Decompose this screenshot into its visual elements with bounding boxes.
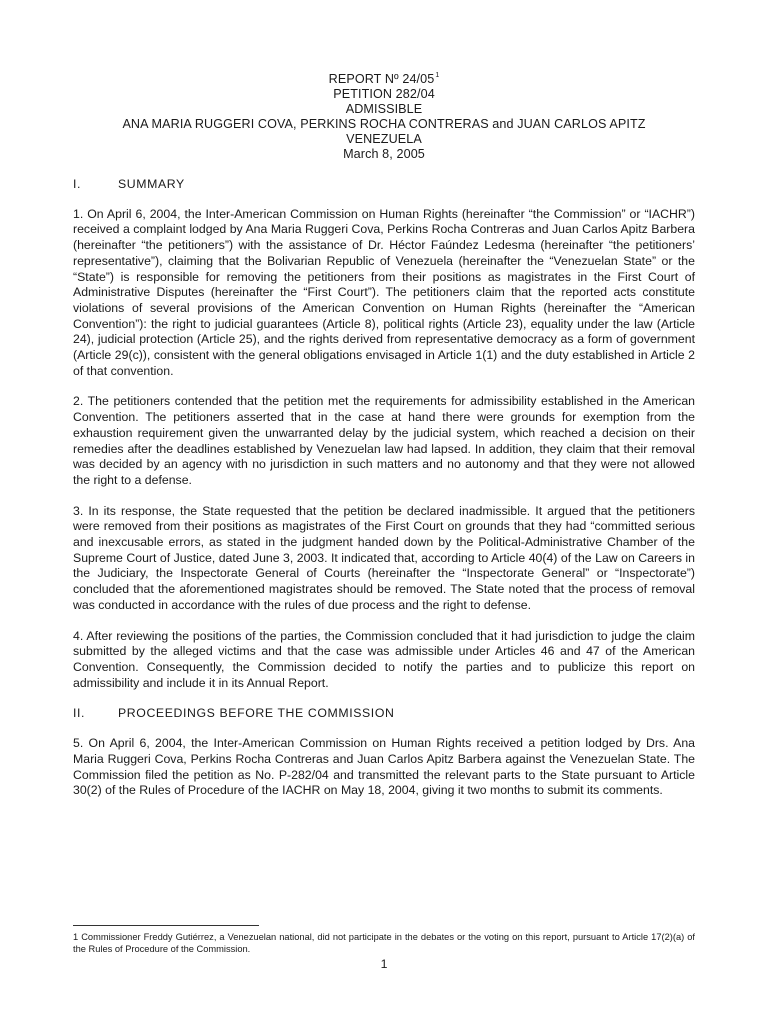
petition-number: PETITION 282/04 [333,87,435,101]
footnote-divider [73,925,259,926]
section-title: SUMMARY [118,177,185,191]
section-number: II. [73,706,86,721]
paragraph-2: 2. The petitioners contended that the petition met the requirements for admissibility established in the American Convention. The petitioners asserted that in the case at hand there were grounds for exemption from the exhaustion requirement given the unwarranted delay by the judicial system, which reached a decision on their remedies after the deadlines established by Venezuelan law had lapsed. In addition, they claim that their removal was decided by an agency with no jurisdiction in such matters and no autonomy and that they were not allowed the right to a defense. [73,394,695,487]
section-heading-proceedings [73,706,695,722]
paragraph-1: 1. On April 6, 2004, the Inter-American Commission on Human Rights (hereinafter “the Commission” or “IACHR”) received a complaint lodged by Ana Maria Ruggeri Cova, Perkins Rocha Contreras and Juan Carlos Apitz Barbera (hereinafter “the petitioners”) with the assistance of Dr. Héctor Faúndez Ledesma (hereinafter “the petitioners’ representative”), claiming that the Bolivarian Republic of Venezuela (hereinafter the “Venezuelan State” or the “State”) is responsible for removing the petitioners from their positions as magistrates in the First Court of Administrative Disputes (hereinafter the “First Court”). The petitioners claim that the reported acts constitute violations of several provisions of the American Convention on Human Rights (hereinafter the “American Convention”): the right to judicial guarantees (Article 8), political rights (Article 23), equality under the law (Article 24), judicial protection (Article 25), and the rights derived from representative democracy as a form of government (Article 29(c)), consistent with the general obligations envisaged in Article 1(1) and the duty established in Article 2 of that convention. [73,206,695,378]
paragraph-4: 4. After reviewing the positions of the parties, the Commission concluded that it had jurisdiction to judge the claim submitted by the alleged victims and that the case was admissible under Articles 46 and 47 of the American Convention. Consequently, the Commission decided to notify the parties and to publicize this report on admissibility and include it in its Annual Report. [73,628,695,690]
report-header [0,68,768,162]
section-heading-summary [73,177,695,193]
page-number: 1 [380,957,388,971]
section-title: PROCEEDINGS BEFORE THE COMMISSION [118,706,395,721]
footnote-text: 1 Commissioner Freddy Gutiérrez, a Venezuelan national, did not participate in the debates or the voting on this report, pursuant to Article 17(2)(a) of the Rules of Procedure of the Commission. [73,932,695,954]
report-date: March 8, 2005 [343,147,425,161]
admissibility-status: ADMISSIBLE [345,102,423,116]
report-number: REPORT Nº 24/05 [328,72,435,86]
report-body [73,177,695,814]
paragraph-5: 5. On April 6, 2004, the Inter-American Commission on Human Rights received a petition lodged by Drs. Ana Maria Ruggeri Cova, Perkins Rocha Contreras and Juan Carlos Apitz Barbera against the Venezuelan State. The Commission filed the petition as No. P-282/04 and transmitted the relevant parts to the State pursuant to Article 30(2) of the Rules of Procedure of the IACHR on May 18, 2004, giving it two months to submit its comments. [73,736,695,798]
country-name: VENEZUELA [346,132,422,146]
footnote-reference[interactable]: 1 [435,72,440,79]
section-number: I. [73,177,82,191]
paragraph-3: 3. In its response, the State requested that the petition be declared inadmissible. It argued that the petitioners were removed from their positions as magistrates of the First Court on grounds that they had “committed serious and inexcusable errors, as stated in the judgment handed down by the Political-Administrative Chamber of the Supreme Court of Justice, dated June 3, 2003. It indicated that, according to Article 40(4) of the Law on Careers in the Judiciary, the Inspectorate General of Courts (hereinafter the “Inspectorate General” or “Inspectorate”) concluded that the aforementioned magistrates should be removed. The State noted that the process of removal was conducted in accordance with the rules of due process and the right to defense. [73,503,695,612]
petitioner-names: ANA MARIA RUGGERI COVA, PERKINS ROCHA CONTRERAS and JUAN CARLOS APITZ [122,117,646,131]
report-number-line [0,68,768,87]
